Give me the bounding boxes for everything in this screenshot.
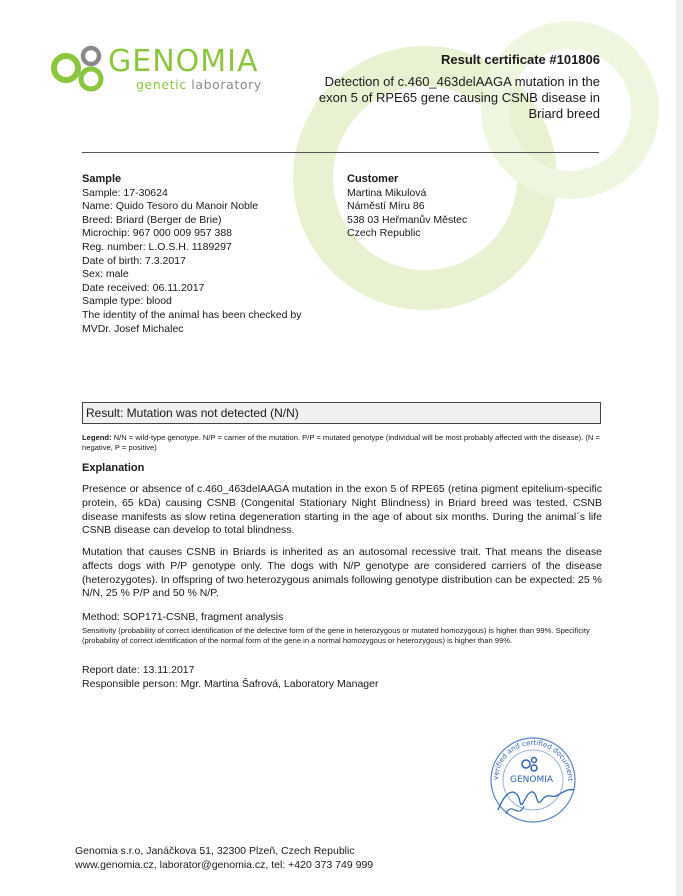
sample-line: Date received: 06.11.2017 xyxy=(82,281,205,294)
footer xyxy=(75,844,373,872)
certificate-title: Result certificate #101806 xyxy=(441,52,600,67)
customer-line: Martina Mikulová xyxy=(347,186,427,199)
result-box: Result: Mutation was not detected (N/N) xyxy=(82,402,601,424)
sample-line: Breed: Briard (Berger de Brie) xyxy=(82,213,222,226)
sample-line: The identity of the animal has been checked by xyxy=(82,308,302,321)
explanation-paragraph-1: Presence or absence of c.460_463delAAGA mutation in the exon 5 of RPE65 (retina pigment epitelium-specific protein, 65 kDa) causing CSNB (Congenital Stationary Night Blindness) in Briard breed was tested. CSNB disease manifests as slow retina degeneration starting in the age of about six months. During the animal´s life CSNB disease can develop to total blindness. xyxy=(82,483,602,537)
customer-line: Czech Republic xyxy=(347,227,421,240)
footer-address: Genomia s.r.o, Janáčkova 51, 32300 Plzeň, Czech Republic xyxy=(75,845,355,857)
page-edge xyxy=(676,0,683,896)
customer-section xyxy=(347,173,467,241)
logo-icon xyxy=(54,48,101,89)
customer-heading: Customer xyxy=(347,173,399,185)
sample-line: Date of birth: 7.3.2017 xyxy=(82,254,186,267)
signature xyxy=(498,790,574,810)
footer-contact: www.genomia.cz, laborator@genomia.cz, tel: +420 373 749 999 xyxy=(75,859,374,871)
report-info xyxy=(82,664,379,692)
sample-line: Name: Quido Tesoro du Manoir Noble xyxy=(82,200,259,213)
responsible-person: Responsible person: Mgr. Martina Šafrová, Laboratory Manager xyxy=(82,677,379,690)
header-divider xyxy=(82,152,599,153)
stamp-logo-icon xyxy=(522,758,537,772)
customer-line: Náměstí Míru 86 xyxy=(347,200,425,213)
certificate-description: Detection of c.460_463delAAGA mutation in the exon 5 of RPE65 gene causing CSNB disease in Briard breed xyxy=(318,74,600,121)
sample-line: Reg. number: L.O.S.H. 1189297 xyxy=(82,240,232,253)
sample-line: Sex: male xyxy=(82,268,129,281)
sample-line: Microchip: 967 000 009 957 388 xyxy=(82,227,233,240)
logo-text: GENOMIA xyxy=(108,44,259,79)
sample-line: MVDr. Josef Michalec xyxy=(82,322,184,335)
stamp-name: GENOMIA xyxy=(510,775,554,785)
method: Method: SOP171-CSNB, fragment analysis xyxy=(82,611,284,623)
sample-line: Sample type: blood xyxy=(82,295,172,308)
explanation-paragraph-2: Mutation that causes CSNB in Briards is inherited as an autosomal recessive trait. That means the disease affects dogs with P/P genotype only. The dogs with N/P genotype are considered carriers of the disease (heterozygotes). In offspring of two heterozygous animals following genotype distribution can be expected: 25 % N/N, 25 % P/P and 50 % N/P. xyxy=(82,546,602,600)
sample-section xyxy=(82,173,301,336)
sample-heading: Sample xyxy=(82,173,122,185)
customer-line: 538 03 Heřmanův Městec xyxy=(347,213,468,226)
svg-text:verified and certified documen: verified and certified document xyxy=(491,738,575,781)
explanation-title: Explanation xyxy=(82,462,145,474)
sample-line: Sample: 17-30624 xyxy=(82,186,168,199)
report-date: Report date: 13.11.2017 xyxy=(82,664,195,676)
certification-stamp xyxy=(478,730,588,830)
sensitivity-note: Sensitivity (probability of correct identification of the defective form of the gene in heterozygous or mutated homozygous) is higher than 99%. Specificity (probability of correct identification of the normal form of the gene in a normal homozygous or heterozygous) is higher than 99%. xyxy=(82,626,590,645)
logo-subtitle: genetic laboratory xyxy=(136,77,262,92)
legend: Legend: N/N = wild-type genotype. N/P = carrier of the mutation. P/P = mutated genotype (individual will be most probably affected with the disease). (N = negative, P = positive) xyxy=(82,433,600,452)
